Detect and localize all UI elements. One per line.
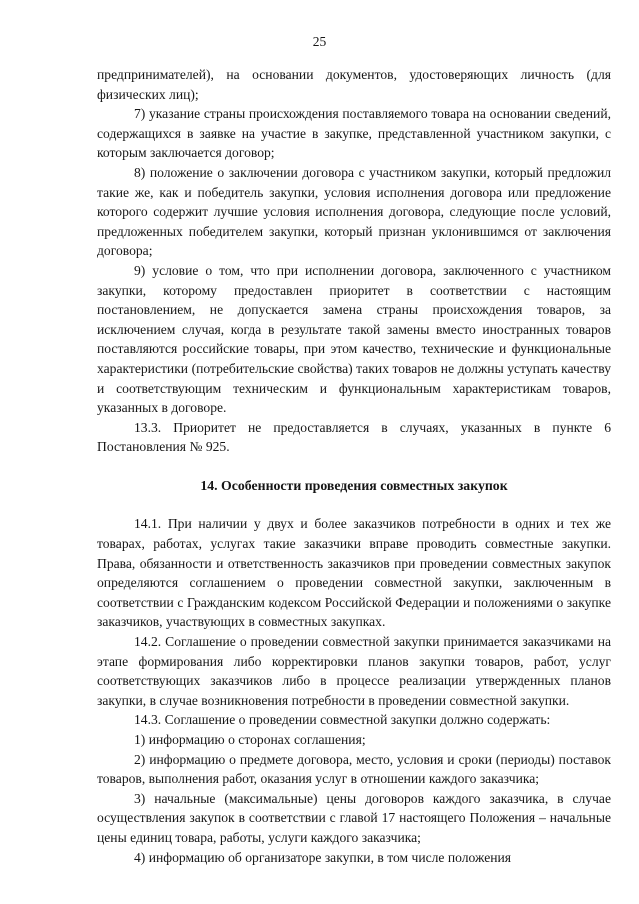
paragraph-item-9: 9) условие о том, что при исполнении договора, заключенного с участником закупки, которому предоставлен приоритет в соответствии с настоящим постановлением, не допускается замена страны происхождения товаров, за исключением случая, когда в результате такой замены вместо иностранных товаров поставляются российские товары, при этом качество, технические и функциональные характеристики (потребительские свойства) таких товаров не должны уступать качеству и соответствующим техническим и функциональным характеристикам товаров, указанных в договоре. [97,262,611,416]
document-body [97,65,611,867]
paragraph-item-8: 8) положение о заключении договора с участником закупки, который предложил такие же, как и победитель закупки, условия исполнения договора или предложение которого содержит лучшие условия исполнения договора, следующие после условий, предложенных победителем закупки, который признан уклонившимся от заключения договора; [97,164,611,259]
paragraph-list-item-2: 2) информацию о предмете договора, место, условия и сроки (периоды) поставок товаров, выполнения работ, оказания услуг в отношении каждого заказчика; [97,751,611,787]
paragraph-14-3: 14.3. Соглашение о проведении совместной закупки должно содержать: [134,712,551,728]
paragraph-14-2: 14.2. Соглашение о проведении совместной закупки принимается заказчиками на этапе формирования либо корректировки планов закупки товаров, работ, услуг соответствующих заказчиков либо в процессе реализации утвержденных планов закупки, в случае возникновения потребности в проведении совместной закупки. [97,634,611,708]
paragraph-continuation: предпринимателей), на основании документов, удостоверяющих личность (для физических лиц); [97,67,611,102]
paragraphs-before-heading [97,65,611,457]
paragraph-list-item-4: 4) информацию об организаторе закупки, в том числе положения [134,849,512,865]
paragraph-item-7: 7) указание страны происхождения поставляемого товара на основании сведений, содержащихся в заявке на участие в закупке, представленной участником закупки, с которым заключается договор; [97,106,611,161]
paragraph-13-3: 13.3. Приоритет не предоставляется в случаях, указанных в пункте 6 Постановления № 925. [97,419,611,455]
paragraphs-after-heading [97,514,611,867]
paragraph-list-item-1: 1) информацию о сторонах соглашения; [134,732,366,747]
page-number: 25 [312,34,327,49]
paragraph-14-1: 14.1. При наличии у двух и более заказчиков потребности в одних и тех же товарах, работах, услугах такие заказчики вправе проводить совместные закупки. Права, обязанности и ответственность заказчиков при проведении совместных закупок определяются соглашением о проведении совместной закупки, заключенным в соответствии с Гражданским кодексом Российской Федерации и положениями о закупке заказчиков, участвующих в совместных закупках. [97,516,611,630]
section-heading: 14. Особенности проведения совместных закупок [200,477,508,493]
paragraph-list-item-3: 3) начальные (максимальные) цены договоров каждого заказчика, в случае осуществления закупок в соответствии с главой 17 настоящего Положения – начальные цены единиц товара, работы, услуги каждого заказчика; [97,790,611,845]
